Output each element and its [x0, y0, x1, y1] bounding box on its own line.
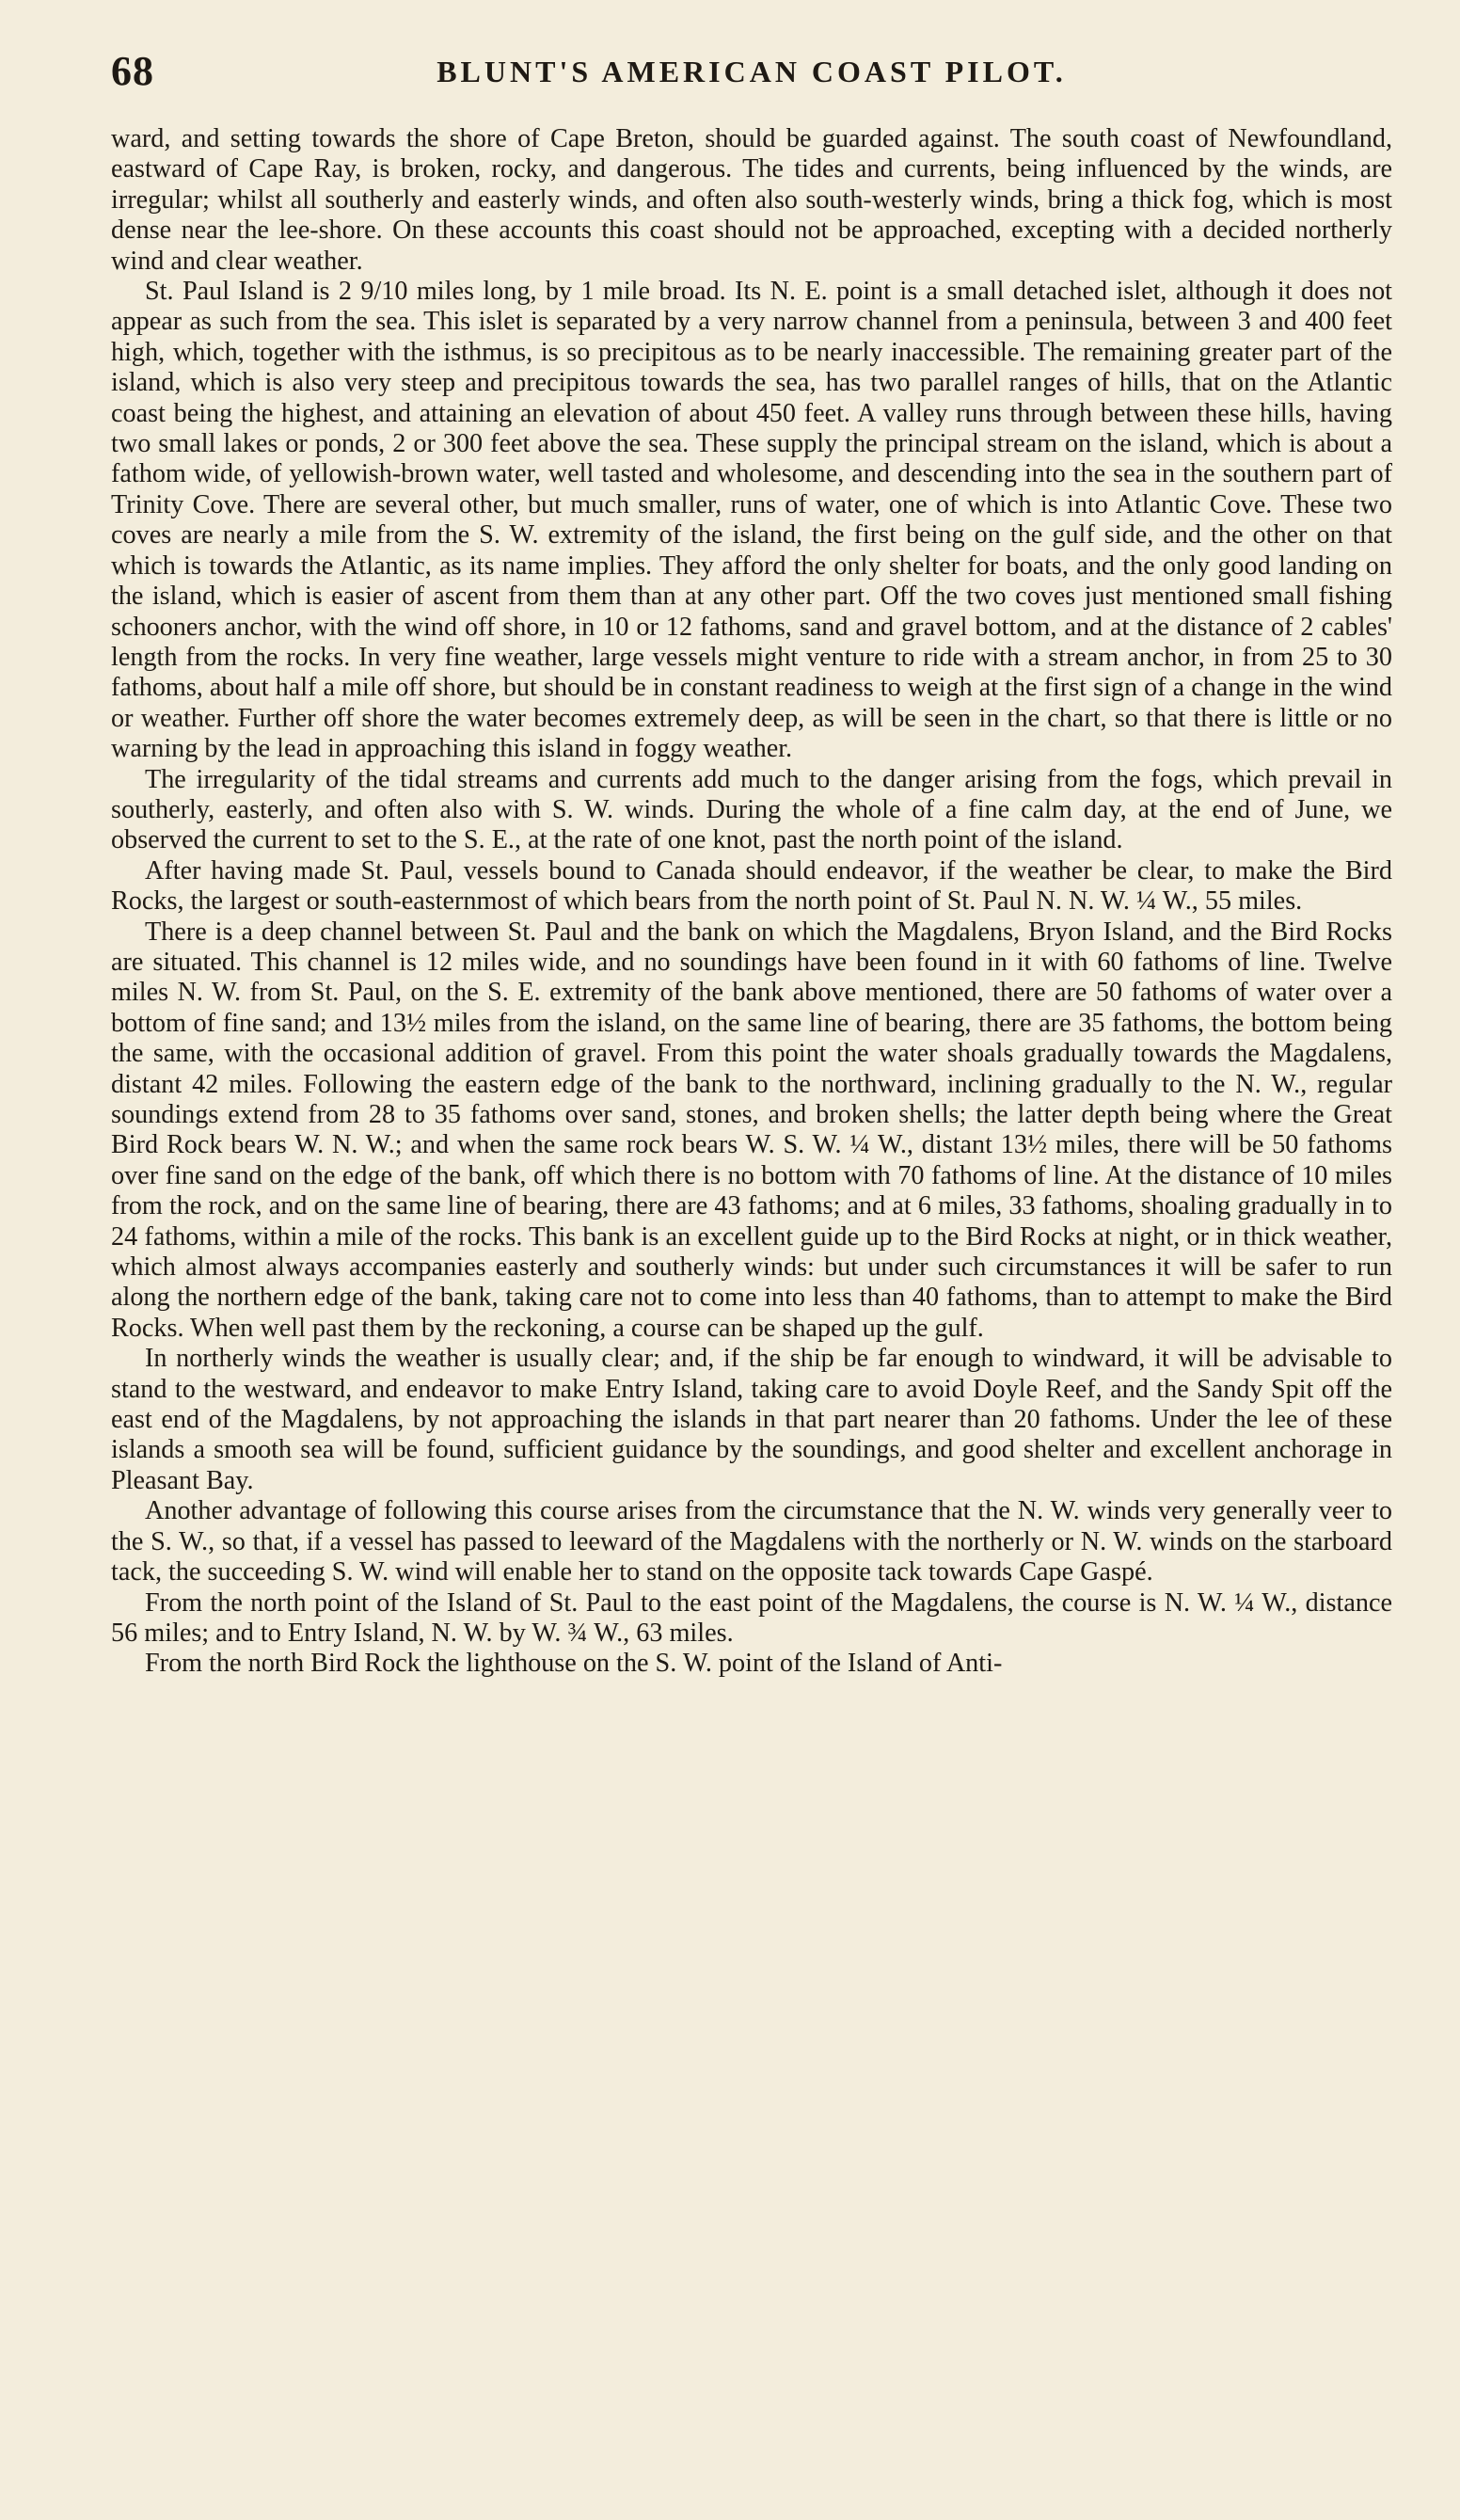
paragraph-st-paul-island: St. Paul Island is 2 9/10 miles long, by 1 mile broad. Its N. E. point is a small detached islet, although it does not appear as such from the sea. This islet is separated by a very narrow channel from a peninsula, between 3 and 400 feet high, which, together with the isthmus, is so precipitous as to be nearly inaccessible. The remaining greater part of the island, which is also very steep and precipitous towards the sea, has two parallel ranges of hills, that on the Atlantic coast being the highest, and attaining an elevation of about 450 feet. A valley runs through between these hills, having two small lakes or ponds, 2 or 300 feet above the sea. These supply the principal stream on the island, which is about a fathom wide, of yellowish-brown water, well tasted and wholesome, and descending into the sea in the southern part of Trinity Cove. There are several other, but much smaller, runs of water, one of which is into Atlantic Cove. These two coves are nearly a mile from the S. W. extremity of the island, the first being on the gulf side, and the other on that which is towards the Atlantic, as its name implies. They afford the only shelter for boats, and the only good landing on the island, which is easier of ascent from them than at any other part. Off the two coves just mentioned small fishing schooners anchor, with the wind off shore, in 10 or 12 fathoms, sand and gravel bottom, and at the distance of 2 cables' length from the rocks. In very fine weather, large vessels might venture to ride with a stream anchor, in from 25 to 30 fathoms, about half a mile off shore, but should be in constant readiness to weigh at the first sign of a change in the wind or weather. Further off shore the water becomes extremely deep, as will be seen in the chart, so that there is little or no warning by the lead in approaching this island in foggy weather.	[111, 277, 1392, 764]
page-header	[111, 47, 1392, 107]
paragraph-northerly-winds: In northerly winds the weather is usually clear; and, if the ship be far enough to windward, it will be advisable to stand to the westward, and endeavor to make Entry Island, taking care to avoid Doyle Reef, and the Sandy Spit off the east end of the Magdalens, by not approaching the islands in that part nearer than 20 fathoms. Under the lee of these islands a smooth sea will be found, sufficient guidance by the soundings, and good shelter and excellent anchorage in Pleasant Bay.	[111, 1344, 1392, 1495]
paragraph-course-bearing: From the north point of the Island of St. Paul to the east point of the Magdalens, the course is N. W. ¼ W., distance 56 miles; and to Entry Island, N. W. by W. ¾ W., 63 miles.	[111, 1587, 1392, 1648]
paragraph-north-bird-rock: From the north Bird Rock the lighthouse on the S. W. point of the Island of Anti-	[145, 1649, 1003, 1679]
page-number: 68	[111, 48, 154, 94]
paragraph-bird-rocks: After having made St. Paul, vessels bound to Canada should endeavor, if the weather be clear, to make the Bird Rocks, the largest or south-easternmost of which bears from the north point of St. Paul N. N. W. ¼ W., 55 miles.	[111, 855, 1392, 917]
paragraph-another-advantage: Another advantage of following this course arises from the circumstance that the N. W. winds very generally veer to the S. W., so that, if a vessel has passed to leeward of the Magdalens with the northerly or N. W. winds on the starboard tack, the succeeding S. W. wind will enable her to stand on the opposite tack towards Cape Gaspé.	[111, 1496, 1392, 1587]
document-page	[111, 47, 1392, 1680]
paragraph-deep-channel: There is a deep channel between St. Paul and the bank on which the Magdalens, Bryon Island, and the Bird Rocks are situated. This channel is 12 miles wide, and no soundings have been found in it with 60 fathoms of line. Twelve miles N. W. from St. Paul, on the S. E. extremity of the bank above mentioned, there are 50 fathoms of water over a bottom of fine sand; and 13½ miles from the island, on the same line of bearing, there are 35 fathoms, the bottom being the same, with the occasional addition of gravel. From this point the water shoals gradually towards the Magdalens, distant 42 miles. Following the eastern edge of the bank to the northward, inclining gradually to the N. W., regular soundings extend from 28 to 35 fathoms over sand, stones, and broken shells; the latter depth being where the Great Bird Rock bears W. N. W.; and when the same rock bears W. S. W. ¼ W., distant 13½ miles, there will be 50 fathoms over fine sand on the edge of the bank, off which there is no bottom with 70 fathoms of line. At the distance of 10 miles from the rock, and on the same line of bearing, there are 43 fathoms; and at 6 miles, 33 fathoms, shoaling gradually in to 24 fathoms, within a mile of the rocks. This bank is an excellent guide up to the Bird Rocks at night, or in thick weather, which almost always accompanies easterly and southerly winds: but under such circumstances it will be safer to run along the northern edge of the bank, taking care not to come into less than 40 fathoms, than to attempt to make the Bird Rocks. When well past them by the reckoning, a course can be shaped up the gulf.	[111, 917, 1392, 1343]
paragraph-tidal-streams: The irregularity of the tidal streams and currents add much to the danger arising from the fogs, which prevail in southerly, easterly, and often also with S. W. winds. During the whole of a fine calm day, at the end of June, we observed the current to set to the S. E., at the rate of one knot, past the north point of the island.	[111, 764, 1392, 855]
running-title: BLUNT'S AMERICAN COAST PILOT.	[436, 55, 1067, 88]
body-text	[111, 124, 1392, 1680]
paragraph-continued: ward, and setting towards the shore of Cape Breton, should be guarded against. The south coast of Newfoundland, eastward of Cape Ray, is broken, rocky, and dangerous. The tides and currents, being influenced by the winds, are irregular; whilst all southerly and easterly winds, and often also south-westerly winds, bring a thick fog, which is most dense near the lee-shore. On these accounts this coast should not be approached, excepting with a decided northerly wind and clear weather.	[111, 124, 1392, 276]
